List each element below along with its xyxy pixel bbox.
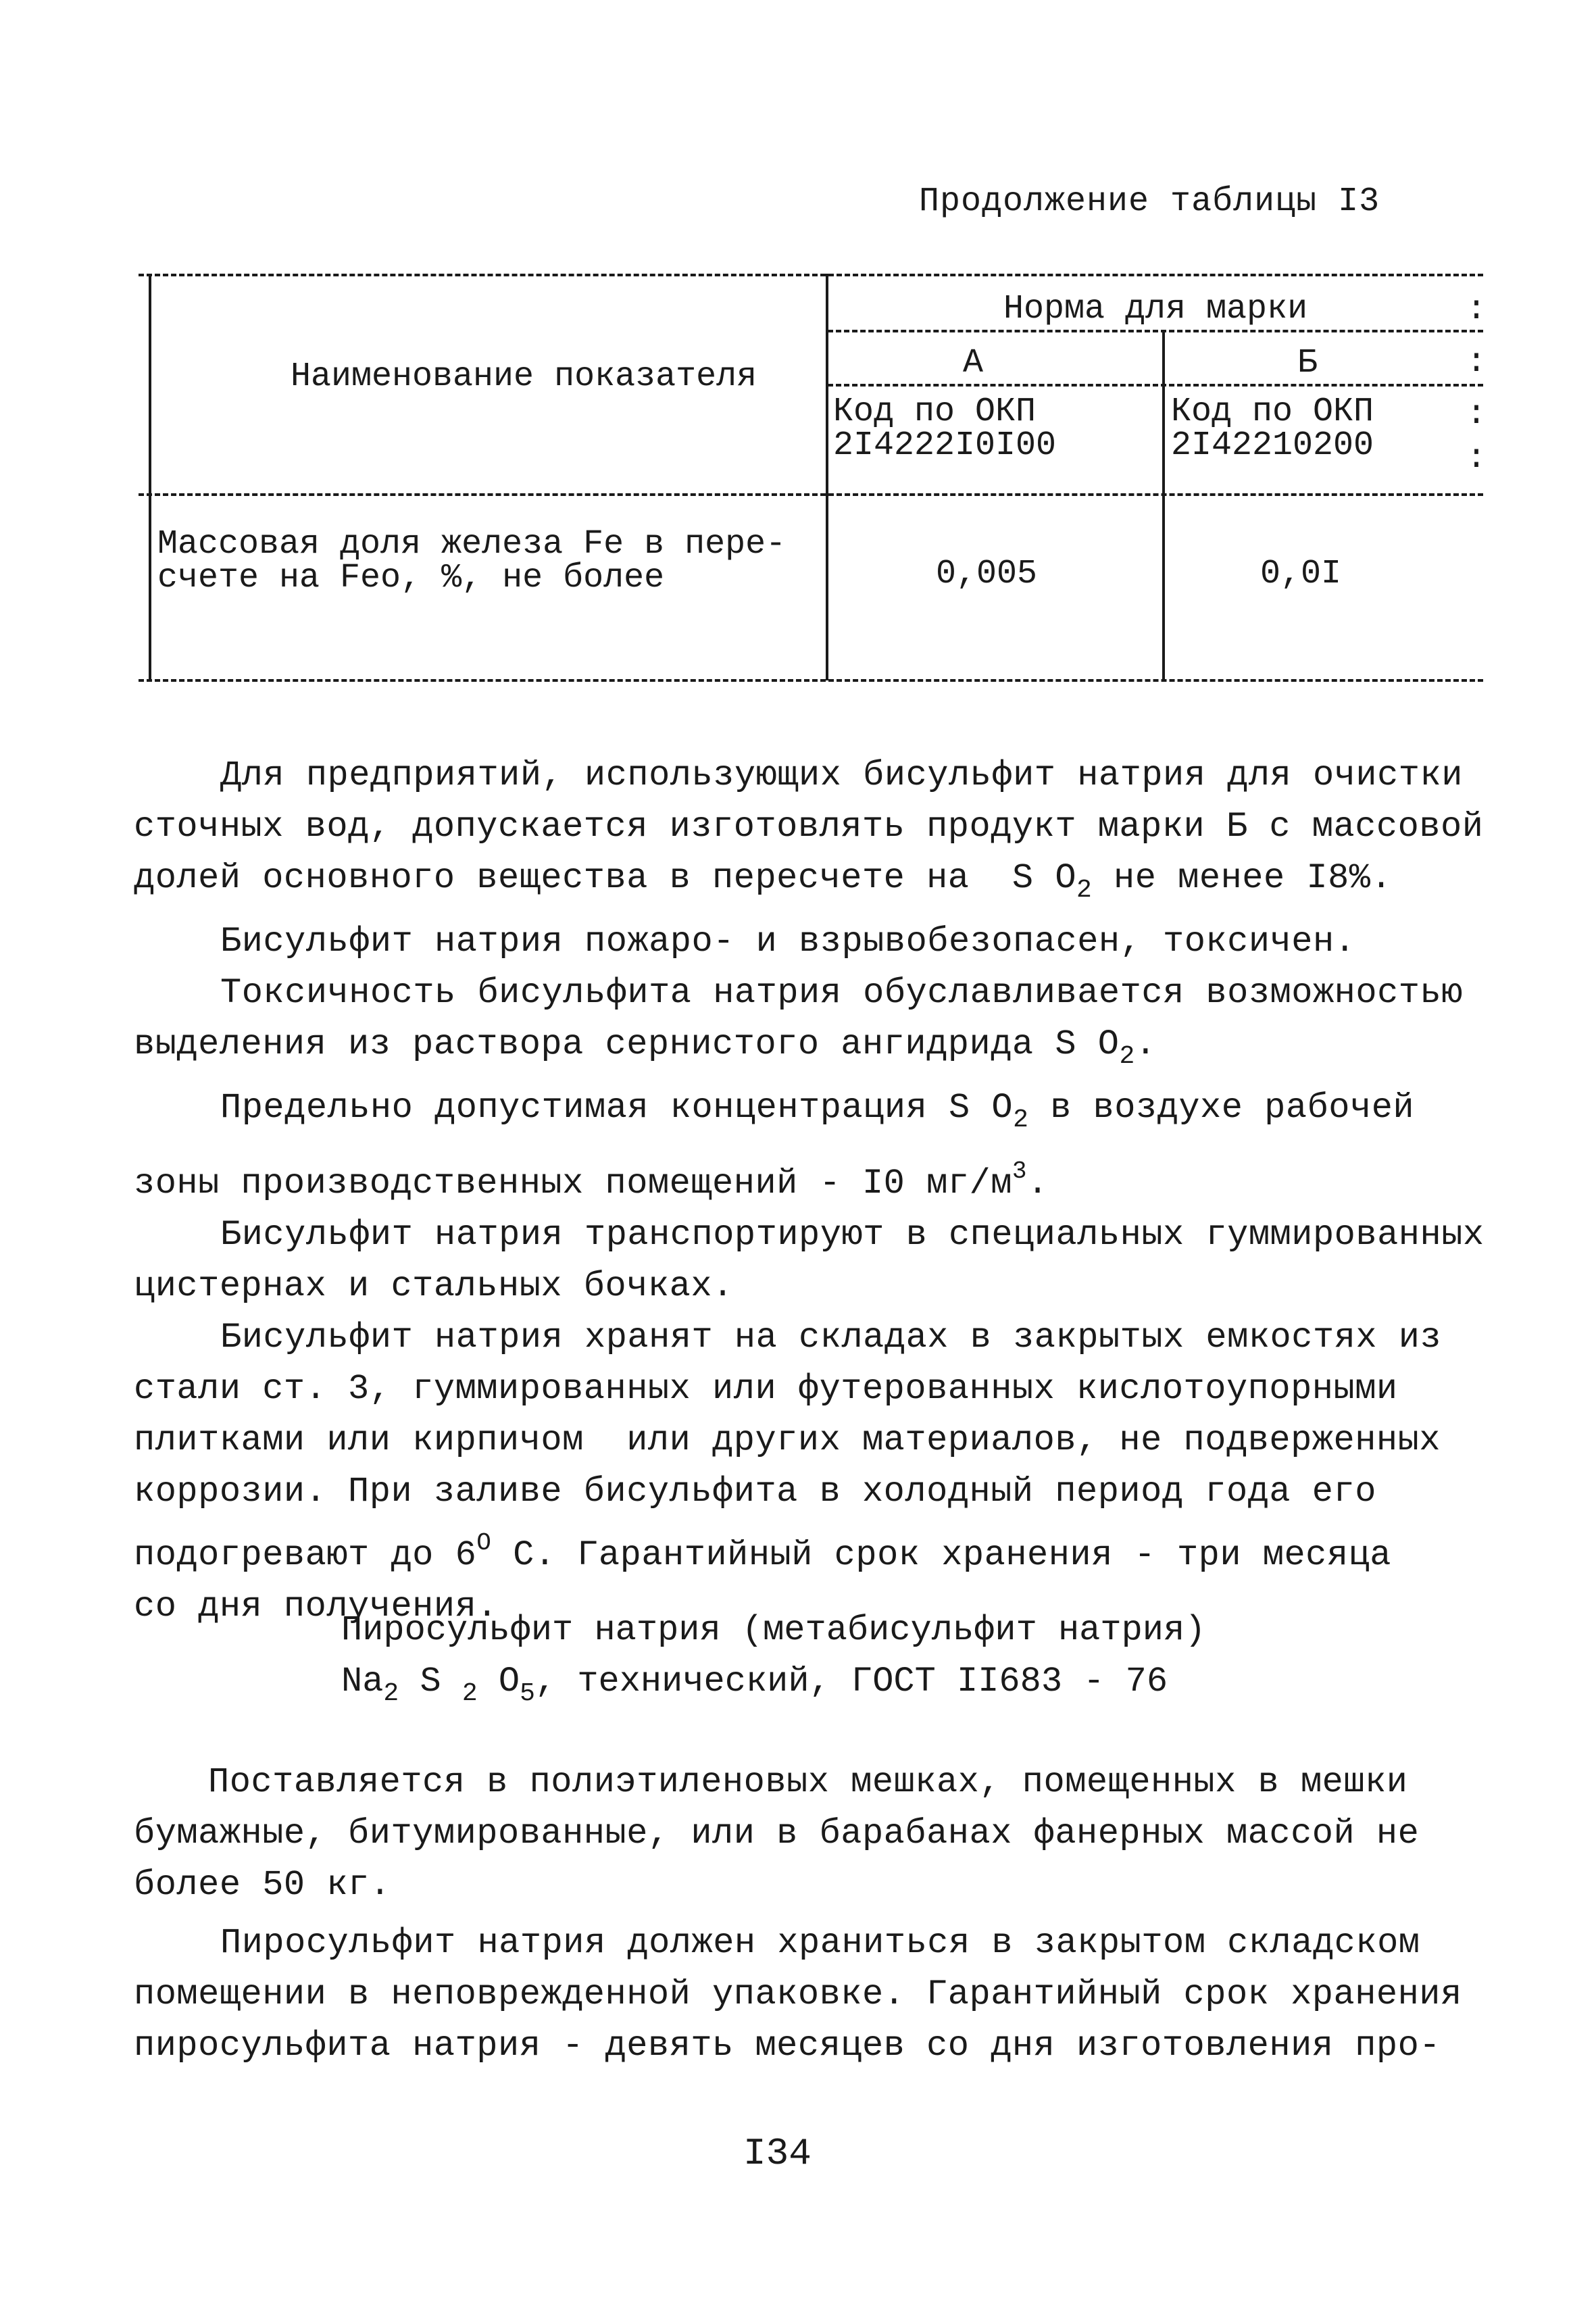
degree-superscript: O	[476, 1529, 492, 1557]
grade-header-underline	[828, 384, 1483, 387]
section-heading-pyrosulfite	[341, 1605, 1205, 1720]
chem-subscript: 2	[1076, 876, 1093, 905]
body-text-sodium-bisulfite	[134, 750, 1485, 1633]
row-value-b: 0,0I	[1260, 555, 1342, 593]
table-bottom-border	[139, 679, 1483, 682]
text-fragment: O	[477, 1662, 520, 1701]
page-number: I34	[743, 2132, 812, 2175]
row-name-line-1: Массовая доля железа Fe в пере-	[157, 525, 787, 564]
paragraph-line: более 50 кг.	[134, 1865, 391, 1905]
text-fragment: Предельно допустимая концентрация S O	[220, 1088, 1014, 1128]
okp-code-b: 2I42210200	[1171, 426, 1374, 465]
table-right-marker: :	[1466, 343, 1487, 382]
chem-subscript: 2	[462, 1679, 478, 1708]
paragraph-line: Бисульфит натрия пожаро- и взрывобезопасен, токсичен.	[220, 922, 1356, 962]
paragraph-line: бумажные, битумированные, или в барабанах фанерных массой не	[134, 1814, 1420, 1853]
text-fragment: С. Гарантийный срок хранения - три месяца	[491, 1535, 1392, 1575]
paragraph-line: коррозии. При заливе бисульфита в холодный период года его	[134, 1472, 1376, 1512]
paragraph-line: Поставляется в полиэтиленовых мешках, помещенных в мешки	[208, 1762, 1408, 1802]
paragraph-line	[134, 1019, 1485, 1082]
chem-subscript: 5	[520, 1679, 535, 1708]
paragraph-line: Бисульфит натрия хранят на складах в закрытых емкостях из	[220, 1318, 1442, 1358]
table-right-marker: :	[1466, 439, 1487, 478]
heading-line: Пиросульфит натрия (метабисульфит натрия)	[341, 1610, 1206, 1650]
text-fragment: выделения из раствора сернистого ангидрида S O	[134, 1024, 1120, 1064]
column-header-norm: Норма для марки	[1003, 290, 1308, 328]
text-fragment: не менее I8%.	[1092, 858, 1393, 898]
body-text-sodium-pyrosulfite	[134, 1757, 1485, 2072]
paragraph-line: стали ст. 3, гуммированных или футерованных кислотоупорными	[134, 1369, 1398, 1409]
paragraph-line	[134, 853, 1485, 916]
heading-line	[341, 1656, 1205, 1720]
column-header-grade-b: Б	[1297, 344, 1318, 382]
text-fragment: долей основного вещества в пересчете на S O	[134, 858, 1077, 898]
table-continuation-label: Продолжение таблицы I3	[919, 182, 1380, 221]
text-fragment: подогревают до 6	[134, 1535, 477, 1575]
paragraph-line: со дня получения.	[134, 1587, 498, 1626]
paragraph-line: плитками или кирпичом или других материалов, не подверженных	[134, 1420, 1441, 1460]
column-header-grade-a: А	[963, 344, 984, 382]
text-fragment: .	[1027, 1164, 1049, 1203]
table-col-divider-1	[826, 274, 828, 680]
text-fragment: Na	[341, 1662, 384, 1701]
paragraph-line	[134, 1146, 1485, 1210]
chem-subscript: 2	[383, 1679, 399, 1708]
paragraph-line: Бисульфит натрия транспортируют в специальных гуммированных	[220, 1215, 1485, 1255]
text-fragment: , технический, ГОСТ II683 - 76	[534, 1662, 1168, 1701]
table-col-divider-2	[1162, 330, 1165, 680]
chem-subscript: 2	[1013, 1105, 1029, 1135]
column-header-name: Наименование показателя	[291, 357, 757, 396]
paragraph-line	[134, 1082, 1485, 1146]
table-right-marker: :	[1466, 395, 1487, 434]
text-fragment: в воздухе рабочей	[1028, 1088, 1415, 1128]
row-value-a: 0,005	[936, 555, 1038, 593]
paragraph-line: помещении в неповрежденной упаковке. Гарантийный срок хранения	[134, 1974, 1462, 2014]
table-top-border	[139, 274, 1483, 276]
table-right-marker: :	[1466, 291, 1487, 329]
okp-label-b: Код по ОКП	[1171, 393, 1374, 431]
paragraph-line	[134, 1518, 1485, 1581]
paragraph-line: Для предприятий, использующих бисульфит натрия для очистки	[220, 755, 1463, 795]
paragraph-line: Пиросульфит натрия должен храниться в закрытом складском	[220, 1923, 1420, 1963]
text-fragment: .	[1134, 1024, 1157, 1064]
paragraph-line: сточных вод, допускается изготовлять продукт марки Б с массовой	[134, 807, 1484, 847]
paragraph-line: Токсичность бисульфита натрия обуславливается возможностью	[220, 973, 1463, 1013]
text-fragment: S	[399, 1662, 462, 1701]
paragraph-line: цистернах и стальных бочках.	[134, 1266, 734, 1306]
chem-subscript: 2	[1119, 1042, 1135, 1071]
text-fragment: зоны производственных помещений - I0 мг/м	[134, 1164, 1012, 1203]
table-header-bottom-border	[139, 493, 1483, 496]
table-left-border	[149, 274, 151, 680]
unit-superscript: 3	[1012, 1158, 1028, 1185]
norm-header-underline	[828, 330, 1483, 332]
okp-label-a: Код по ОКП	[833, 393, 1037, 431]
okp-code-a: 2I4222I0I00	[833, 426, 1057, 465]
paragraph-line: пиросульфита натрия - девять месяцев со дня изготовления про-	[134, 2026, 1441, 2066]
row-name-line-2: счете на Feo, %, не более	[157, 559, 665, 597]
